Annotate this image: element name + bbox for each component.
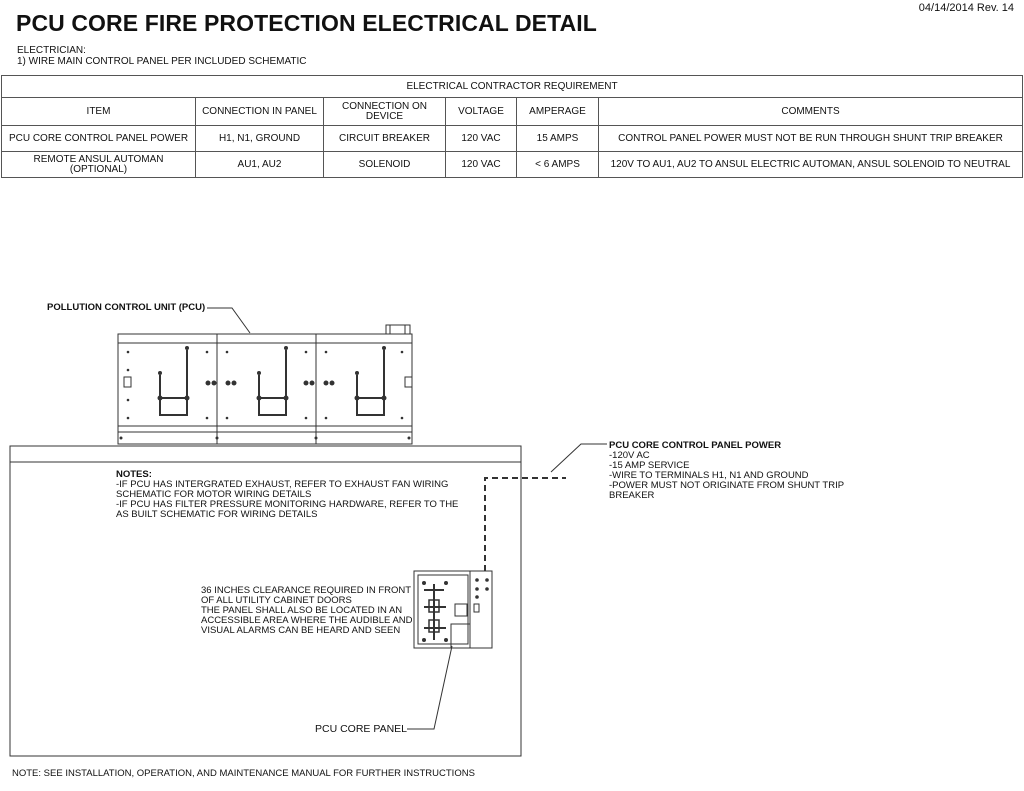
pcu-unit xyxy=(118,325,412,444)
header-connection-device: CONNECTION ON DEVICE xyxy=(324,98,446,126)
page-title: PCU CORE FIRE PROTECTION ELECTRICAL DETAIL xyxy=(16,10,597,36)
header-voltage: VOLTAGE xyxy=(446,98,517,126)
panel-leader-line xyxy=(407,646,452,729)
header-item: ITEM xyxy=(2,98,196,126)
power-details: -120V AC -15 AMP SERVICE -WIRE TO TERMINALS H1, N1 AND GROUND -POWER MUST NOT ORIGINATE FROM SHUNT TRIP BREAKER xyxy=(609,450,845,501)
table-cell: CIRCUIT BREAKER xyxy=(324,126,446,152)
header-amperage: AMPERAGE xyxy=(517,98,599,126)
table-cell: 120 VAC xyxy=(446,126,517,152)
panel-label: PCU CORE PANEL xyxy=(315,723,407,735)
notes-text: -IF PCU HAS INTERGRATED EXHAUST, REFER TO EXHAUST FAN WIRING SCHEMATIC FOR MOTOR WIRING DETAILS -IF PCU HAS FILTER PRESSURE MONITORING HARDWARE, REFER TO THE AS BUILT SCHEMATIC FOR WIRING DETAILS xyxy=(116,479,459,520)
header-comments: COMMENTS xyxy=(599,98,1023,126)
clearance-note: 36 INCHES CLEARANCE REQUIRED IN FRONT OF ALL UTILITY CABINET DOORS THE PANEL SHALL ALSO BE LOCATED IN AN ACCESSIBLE AREA WHERE THE AUDIBLE AND VISUAL ALARMS CAN BE HEARD AND SEEN xyxy=(201,585,413,636)
notes-title: NOTES: xyxy=(116,469,152,480)
pcu-label: POLLUTION CONTROL UNIT (PCU) xyxy=(47,302,206,313)
table-cell: CONTROL PANEL POWER MUST NOT BE RUN THROUGH SHUNT TRIP BREAKER xyxy=(599,126,1023,152)
revision-date: 04/14/2014 Rev. 14 xyxy=(918,2,1014,14)
table-cell: < 6 AMPS xyxy=(517,152,599,178)
electrician-heading: ELECTRICIAN: xyxy=(17,45,86,56)
table-cell: SOLENOID xyxy=(324,152,446,178)
table-cell: 15 AMPS xyxy=(517,126,599,152)
footer-note: NOTE: SEE INSTALLATION, OPERATION, AND MAINTENANCE MANUAL FOR FURTHER INSTRUCTIONS xyxy=(12,768,475,779)
power-conduit-run xyxy=(485,478,566,571)
pcu-fasteners xyxy=(120,346,411,440)
header-connection-panel: CONNECTION IN PANEL xyxy=(196,98,324,126)
table-cell: PCU CORE CONTROL PANEL POWER xyxy=(2,126,196,152)
table-title: ELECTRICAL CONTRACTOR REQUIREMENT xyxy=(2,76,1023,98)
table-cell: AU1, AU2 xyxy=(196,152,324,178)
pcu-leader-line xyxy=(207,308,250,333)
electrician-step: 1) WIRE MAIN CONTROL PANEL PER INCLUDED SCHEMATIC xyxy=(17,56,307,67)
table-cell: 120V TO AU1, AU2 TO ANSUL ELECTRIC AUTOMAN, ANSUL SOLENOID TO NEUTRAL xyxy=(599,152,1023,178)
power-leader-line xyxy=(551,444,607,472)
table-cell: REMOTE ANSUL AUTOMAN (OPTIONAL) xyxy=(2,152,196,178)
table-cell: 120 VAC xyxy=(446,152,517,178)
power-title: PCU CORE CONTROL PANEL POWER xyxy=(609,440,782,451)
table-cell: H1, N1, GROUND xyxy=(196,126,324,152)
